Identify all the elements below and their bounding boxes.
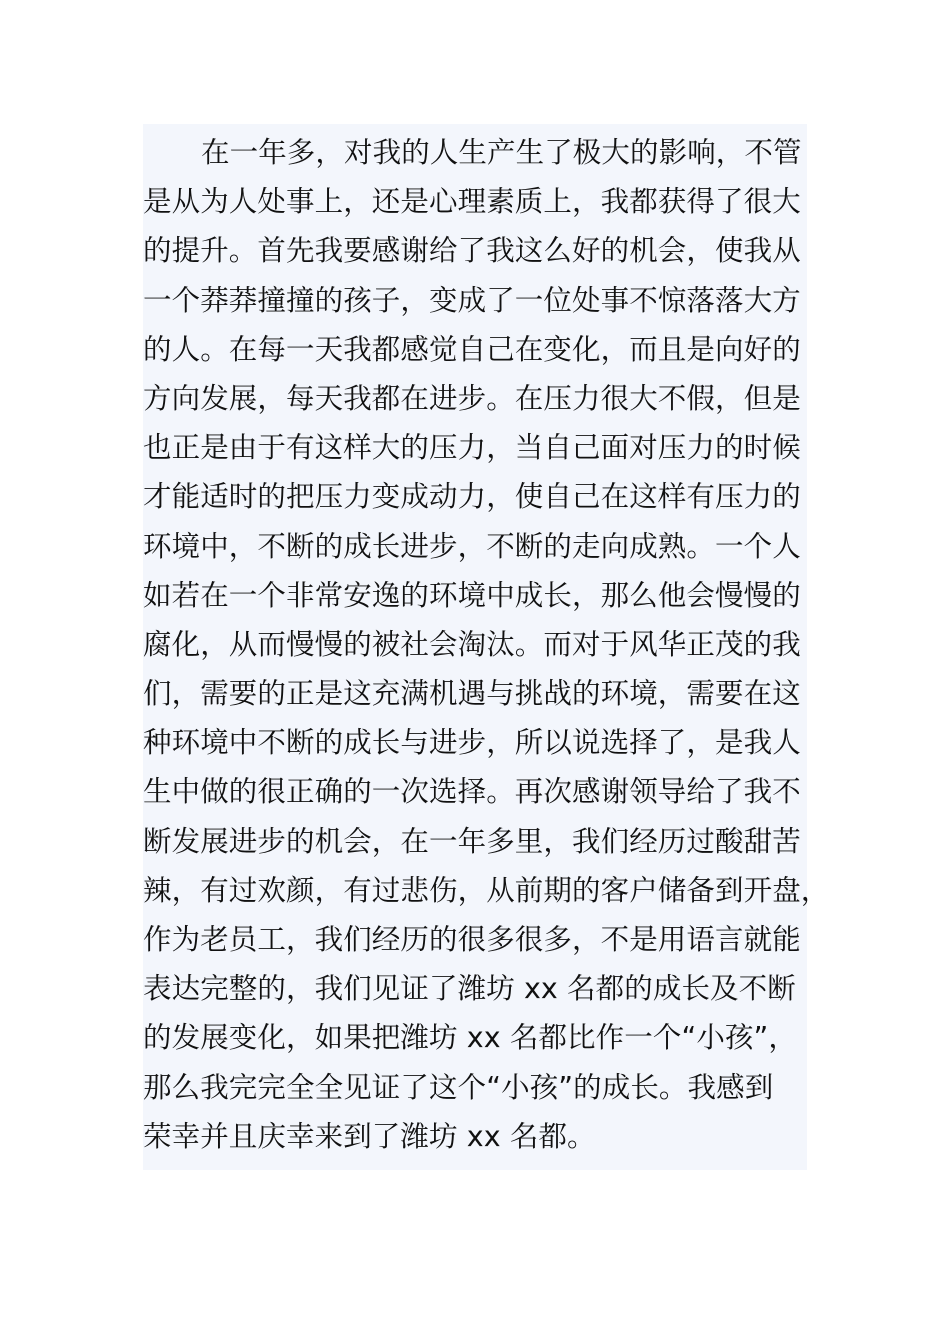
paragraph-line: 的发展变化，如果把潍坊 xx 名都比作一个“小孩”，	[143, 1021, 797, 1055]
paragraph-line: 种环境中不断的成长与进步，所以说选择了，是我人	[143, 726, 801, 760]
paragraph-line: 断发展进步的机会，在一年多里，我们经历过酸甜苦	[143, 824, 801, 858]
paragraph-line: 腐化，从而慢慢的被社会淘汰。而对于风华正茂的我	[143, 627, 801, 661]
paragraph-line: 是从为人处事上，还是心理素质上，我都获得了很大	[143, 185, 801, 219]
paragraph-line: 如若在一个非常安逸的环境中成长，那么他会慢慢的	[143, 578, 801, 612]
paragraph-line: 的提升。首先我要感谢给了我这么好的机会，使我从	[143, 234, 801, 268]
paragraph-line: 们，需要的正是这充满机遇与挑战的环境，需要在这	[143, 677, 801, 711]
paragraph-line: 一个莽莽撞撞的孩子，变成了一位处事不惊落落大方	[143, 283, 801, 317]
body-paragraph	[143, 124, 830, 1170]
paragraph-line: 才能适时的把压力变成动力，使自己在这样有压力的	[143, 480, 801, 514]
paragraph-line: 生中做的很正确的一次选择。再次感谢领导给了我不	[143, 775, 801, 809]
paragraph-line: 环境中，不断的成长进步，不断的走向成熟。一个人	[143, 529, 801, 563]
paragraph-line: 作为老员工，我们经历的很多很多，不是用语言就能	[143, 923, 801, 956]
paragraph-line: 辣，有过欢颜，有过悲伤，从前期的客户储备到开盘，	[143, 873, 830, 907]
paragraph-line: 的人。在每一天我都感觉自己在变化，而且是向好的	[143, 332, 801, 366]
paragraph-line: 那么我完完全全见证了这个“小孩”的成长。我感到	[143, 1070, 774, 1104]
paragraph-line: 荣幸并且庆幸来到了潍坊 xx 名都。	[143, 1119, 596, 1153]
paragraph-line: 表达完整的，我们见证了潍坊 xx 名都的成长及不断	[143, 972, 796, 1006]
paragraph-line: 在一年多，对我的人生产生了极大的影响，不管	[201, 136, 802, 169]
paragraph-line: 方向发展，每天我都在进步。在压力很大不假，但是	[143, 381, 801, 415]
paragraph-line: 也正是由于有这样大的压力，当自己面对压力的时候	[143, 431, 801, 465]
